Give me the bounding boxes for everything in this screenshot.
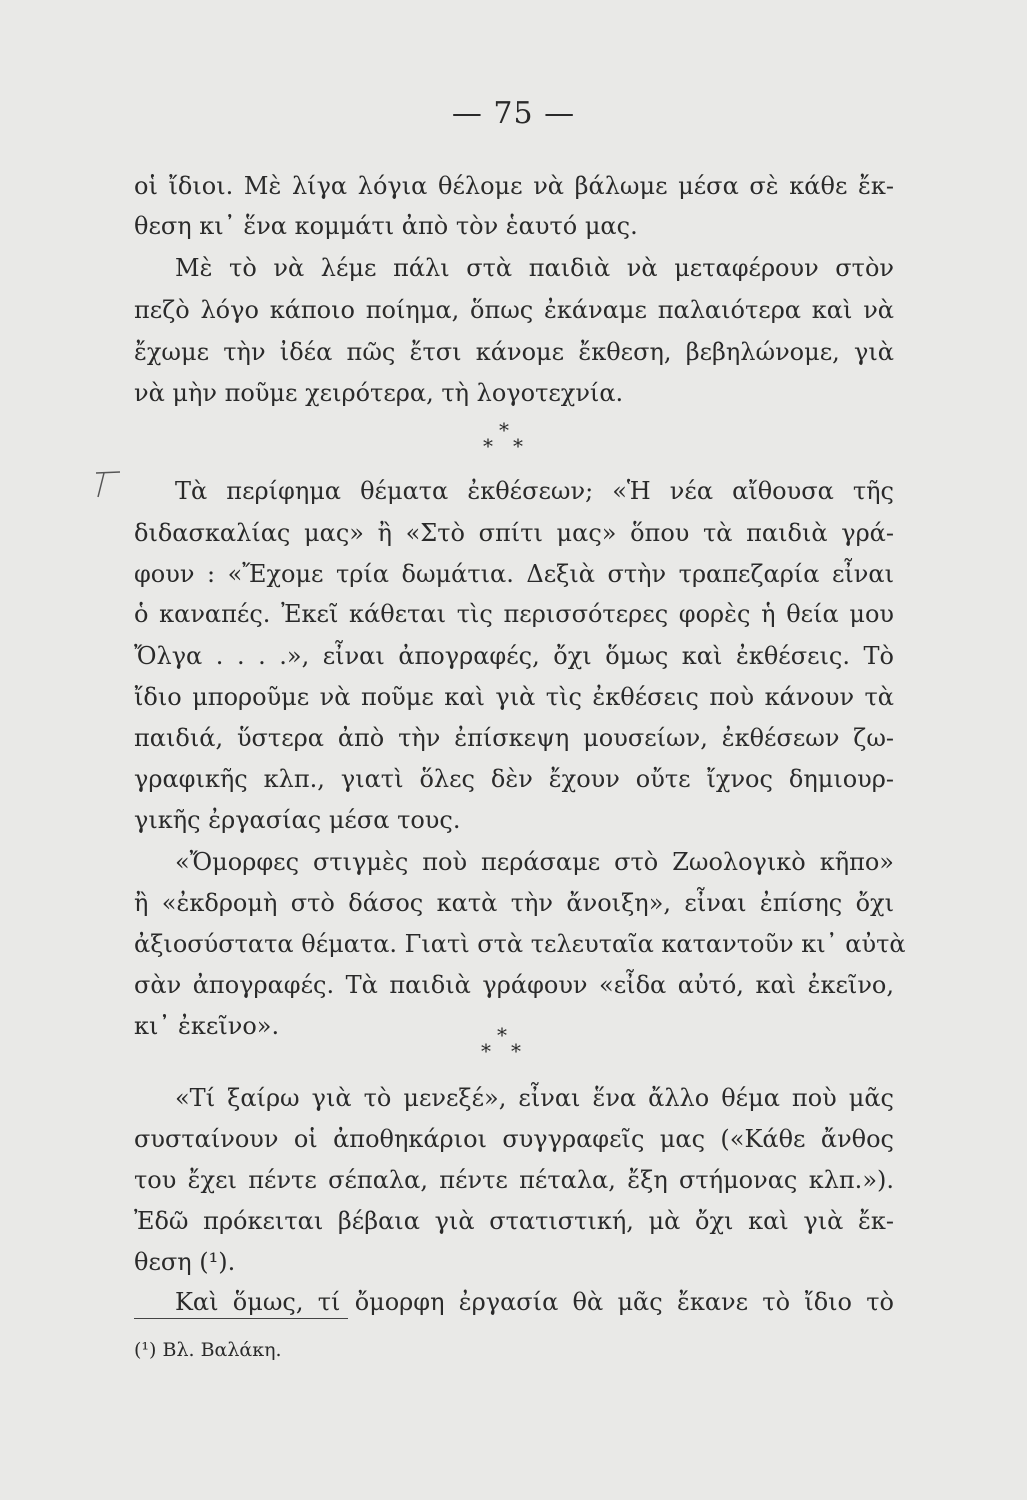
text-line: Ἐδῶ πρόκειται βέβαια γιὰ στατιστική, μὰ ὄχι καὶ γιὰ ἔκ- <box>134 1207 894 1235</box>
pencil-mark-icon <box>93 470 123 500</box>
asterism-star: * <box>511 1039 521 1063</box>
text-line: ἢ «ἐκδρομὴ στὸ δάσος κατὰ τὴν ἄνοιξη», εἶναι ἐπίσης ὄχι <box>134 889 894 917</box>
text-line: Ὄλγα . . . .», εἶναι ἀπογραφές, ὄχι ὅμως καὶ ἐκθέσεις. Τὸ <box>134 642 894 670</box>
text-line: πεζὸ λόγο κάποιο ποίημα, ὅπως ἐκάναμε παλαιότερα καὶ νὰ <box>134 296 894 324</box>
asterism-star: * <box>499 418 509 442</box>
text-line: του ἔχει πέντε σέπαλα, πέντε πέταλα, ἔξη στήμονας κλπ.»). <box>134 1166 894 1194</box>
text-line: νὰ μὴν ποῦμε χειρότερα, τὴ λογοτεχνία. <box>134 379 624 407</box>
text-line: διδασκαλίας μας» ἢ «Στὸ σπίτι μας» ὅπου τὰ παιδιὰ γρά- <box>134 519 894 547</box>
text-line: σὰν ἀπογραφές. Τὰ παιδιὰ γράφουν «εἶδα αὐτό, καὶ ἐκεῖνο, <box>134 971 894 999</box>
text-line: παιδιά, ὕστερα ἀπὸ τὴν ἐπίσκεψη μουσείων, ἐκθέσεων ζω- <box>134 724 894 752</box>
page-number: — 75 — <box>451 96 576 131</box>
asterism-star: * <box>497 1023 507 1047</box>
text-line: Τὰ περίφημα θέματα ἐκθέσεων; «Ἡ νέα αἴθουσα τῆς <box>175 477 894 505</box>
text-line: ὁ καναπές. Ἐκεῖ κάθεται τὶς περισσότερες φορὲς ἡ θεία μου <box>134 600 894 628</box>
footnote-rule <box>134 1318 348 1319</box>
text-line: Μὲ τὸ νὰ λέμε πάλι στὰ παιδιὰ νὰ μεταφέρουν στὸν <box>175 254 894 282</box>
text-line: Καὶ ὅμως, τί ὄμορφη ἐργασία θὰ μᾶς ἔκανε τὸ ἴδιο τὸ <box>175 1288 894 1316</box>
text-line: ἔχωμε τὴν ἰδέα πῶς ἔτσι κάνομε ἔκθεση, βεβηλώνομε, γιὰ <box>134 338 894 366</box>
asterism-star: * <box>513 434 523 458</box>
text-line: οἱ ἴδιοι. Μὲ λίγα λόγια θέλομε νὰ βάλωμε μέσα σὲ κάθε ἔκ- <box>134 172 894 200</box>
text-line: κι᾿ ἐκεῖνο». <box>134 1012 280 1040</box>
text-line: θεση (¹). <box>134 1248 236 1276</box>
asterism-star: * <box>481 1039 491 1063</box>
footnote: (¹) Βλ. Βαλάκη. <box>134 1339 282 1361</box>
asterism-star: * <box>483 434 493 458</box>
text-line: «Ὄμορφες στιγμὲς ποὺ περάσαμε στὸ Ζωολογικὸ κῆπο» <box>175 848 894 876</box>
text-line: ἀξιοσύστατα θέματα. Γιατὶ στὰ τελευταῖα καταντοῦν κι᾿ αὐτὰ <box>134 930 906 958</box>
text-line: φουν : «Ἔχομε τρία δωμάτια. Δεξιὰ στὴν τραπεζαρία εἶναι <box>134 560 894 588</box>
text-line: θεση κι᾿ ἕνα κομμάτι ἀπὸ τὸν ἑαυτό μας. <box>134 212 638 240</box>
text-line: «Τί ξαίρω γιὰ τὸ μενεξέ», εἶναι ἕνα ἄλλο θέμα ποὺ μᾶς <box>175 1084 894 1112</box>
text-line: γραφικῆς κλπ., γιατὶ ὅλες δὲν ἔχουν οὔτε ἴχνος δημιουρ- <box>134 765 894 793</box>
text-line: ἴδιο μποροῦμε νὰ ποῦμε καὶ γιὰ τὶς ἐκθέσεις ποὺ κάνουν τὰ <box>134 683 894 711</box>
text-line: συσταίνουν οἱ ἀποθηκάριοι συγγραφεῖς μας («Κάθε ἄνθος <box>134 1125 894 1153</box>
text-line: γικῆς ἐργασίας μέσα τους. <box>134 806 461 834</box>
